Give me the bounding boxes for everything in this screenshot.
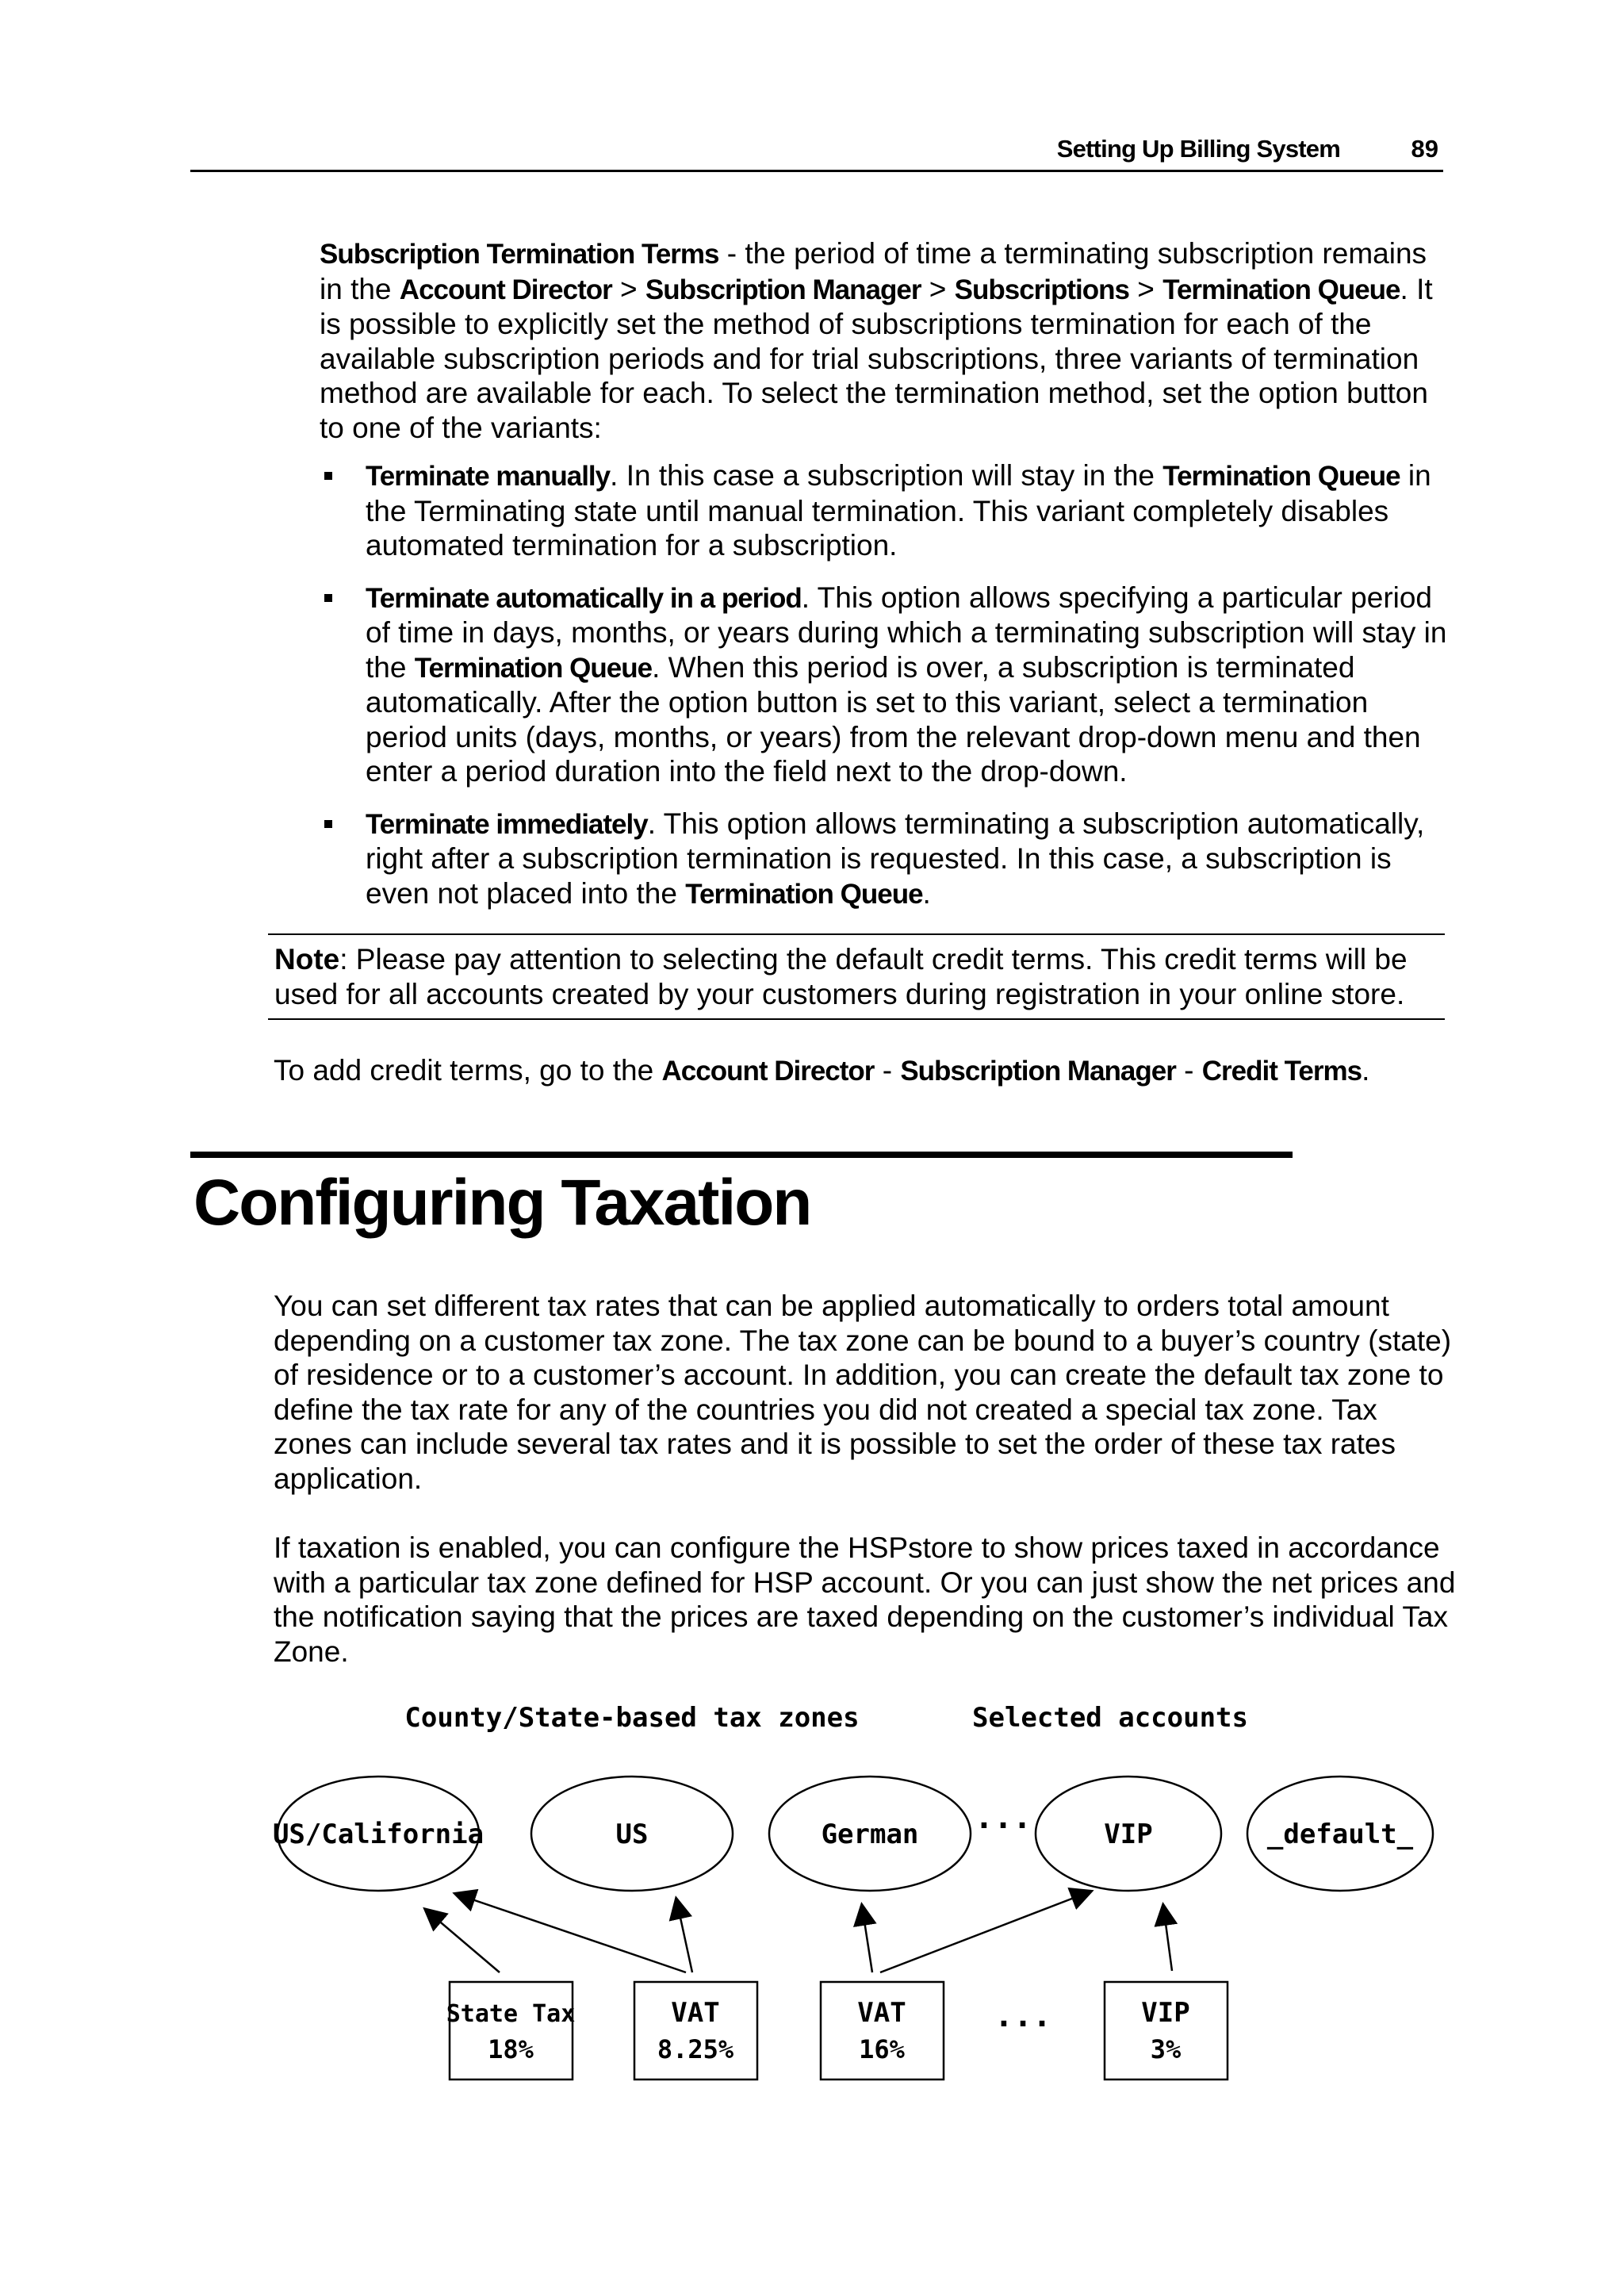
zone-label: US/California [274,1819,485,1850]
add-credit-end: . [1362,1054,1370,1087]
variant-label: Terminate immediately [366,808,648,840]
section-title: Configuring Taxation [193,1167,811,1239]
arrow-vat-to-vip [880,1892,1090,1972]
running-header [190,135,1443,172]
rate-name: VAT [857,1997,906,2029]
variant-text: . [922,876,931,910]
path-subscription-manager: Subscription Manager [645,274,921,305]
rate-name: VAT [671,1997,720,2029]
path-subscription-manager: Subscription Manager [900,1056,1176,1087]
header-title: Setting Up Billing System [1056,135,1340,163]
zone-label: _default_ [1266,1819,1414,1850]
path-separator: > [611,272,645,305]
zone-label: VIP [1104,1819,1153,1850]
path-account-director: Account Director [661,1056,875,1087]
path-credit-terms: Credit Terms [1201,1056,1362,1087]
rate-value: 18% [488,2034,534,2064]
variant-text: . This option allows specifying a particular period of time in days, months, or years during which a terminating subscription will stay in the [366,581,1447,684]
rate-name: State Tax [446,2000,576,2028]
rate-value: 8.25% [657,2034,734,2064]
intro-text-2: . It is possible to explicitly set the method of subscriptions termination for each of the available subscription periods and for trial subscriptions, three variants of termination method are available for each. To select the termination method, set the option button to one of the variants: [320,272,1433,444]
note-text: : Please pay attention to selecting the default credit terms. This credit terms will be used for all accounts created by your customers during registration in your online store. [274,943,1408,1010]
variant-text: . When this period is over, a subscription is terminated automatically. After the option button is set to this variant, select a termination period units (days, months, or years) from the relevant drop-down menu and then enter a period duration into the field next to the drop-down. [366,650,1421,788]
path-separator: > [921,272,955,305]
tax-rate-box [446,1982,576,2079]
taxation-text: If taxation is enabled, you can configure the HSPstore to show prices taxed in accordance with a particular tax zone defined for HSP account. Or you can just show the net prices and the notification saying that the prices are taxed depending on the customer’s individual Tax Zone. [274,1531,1456,1668]
termination-terms-paragraph [320,236,1454,445]
arrow-state-tax-to-us-california [426,1910,500,1972]
page-number: 89 [1411,135,1438,163]
tax-zone-vip [1036,1777,1221,1891]
group-label-right: Selected accounts [972,1702,1248,1734]
tax-rate-box [821,1982,944,2079]
variant-label: Terminate manually [366,461,611,492]
taxation-paragraph-2 [274,1531,1463,1669]
tax-zone-german [769,1777,971,1891]
path-account-director: Account Director [399,274,612,305]
tax-zones-diagram [274,1693,1463,2106]
termination-variants-list [320,458,1454,929]
arrow-vat-to-us-california [456,1894,686,1972]
tax-rate-box [634,1982,757,2079]
variant-text: . This option allows terminating a subscription automatically, right after a subscription termination is requested. In this case, a subscription is even not placed into the [366,807,1425,910]
zone-label: US [615,1819,649,1850]
arrow-vip-rate-to-vip [1163,1906,1172,1971]
list-item [320,807,1454,912]
taxation-paragraph-1 [274,1289,1463,1496]
intro-text-1: - the period of time a terminating subscription remains in the [320,237,1427,305]
rate-ellipsis: ... [994,1998,1052,2034]
tax-zone-default [1247,1777,1433,1891]
rate-name: VIP [1141,1997,1190,2029]
variant-label: Terminate automatically in a period [366,582,802,614]
list-item [320,458,1454,563]
bullet-marker-icon [324,594,332,602]
tax-zone-us-california [274,1777,484,1891]
taxation-text: You can set different tax rates that can be applied automatically to orders total amount depending on a customer tax zone. The tax zone can be bound to a buyer’s country (state) of residence or to a customer’s account. In addition, you can create the default tax zone to define the tax rate for any of the countries you did not created a special tax zone. Tax zones can include several tax rates and it is possible to set the order of these tax rates application. [274,1290,1452,1495]
note-box [268,933,1445,1020]
note-label: Note [274,943,340,976]
variant-text: . In this case a subscription will stay in the [610,459,1163,492]
rate-value: 3% [1150,2034,1182,2064]
list-item [320,581,1454,789]
variant-text: in the Terminating state until manual termination. This variant completely disables automated termination for a subscription. [366,459,1431,562]
path-separator: - [1175,1054,1202,1087]
section-rule [190,1152,1293,1158]
rate-value: 16% [859,2034,905,2064]
path-termination-queue: Termination Queue [1162,274,1400,305]
tax-zones-diagram-svg [274,1693,1463,2106]
term-label: Subscription Termination Terms [320,239,719,270]
add-credit-text: To add credit terms, go to the [274,1054,662,1087]
variant-reference: Termination Queue [685,878,923,910]
path-separator: - [874,1054,901,1087]
tax-zone-us [531,1777,733,1891]
zone-ellipsis: ... [974,1800,1032,1836]
path-subscriptions: Subscriptions [954,274,1130,305]
variant-reference: Termination Queue [414,652,653,684]
arrow-vat-to-us [676,1899,692,1972]
path-separator: > [1129,272,1163,305]
zone-label: German [821,1819,919,1850]
variant-reference: Termination Queue [1162,461,1400,492]
group-label-left: County/State-based tax zones [404,1702,860,1734]
arrow-vat-to-german [862,1906,872,1972]
bullet-marker-icon [324,820,332,828]
tax-rate-box [1105,1982,1228,2079]
add-credit-terms-paragraph [274,1053,1463,1089]
bullet-marker-icon [324,472,332,480]
